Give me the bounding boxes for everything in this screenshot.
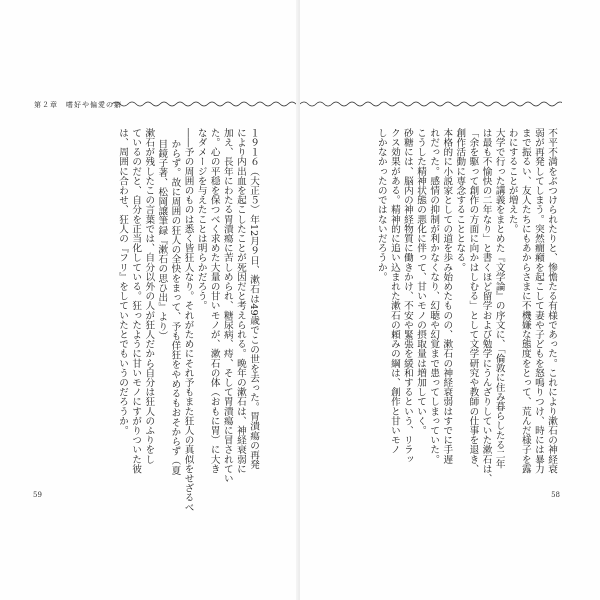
text-line: こうした精神状態の悪化に伴って、甘いモノの摂取量は増加していく。 [415, 128, 427, 436]
text-line: ているのだと、自分を正当化している。狂ったように甘いモノにすがりついた彼 [130, 128, 142, 474]
text-line: 加え、長年にわたる胃潰瘍に苦しめられ、糖尿病、痔、そして胃潰瘍に冒されてい [221, 128, 233, 484]
text-line: は最も不愉快の二年なり」と書くほど留学および勉学にうんざりしていた漱石は、 [480, 128, 492, 484]
text-line: 創作活動に専念することとなる。 [454, 128, 466, 272]
text-line: は、周囲に合わせ、狂人の『フリ』をしていたとでもいうのだろうか。 [117, 128, 129, 436]
text-line: 本格的に小説家としての道を歩み始めたものの、漱石の神経衰弱はすでに手遅 [441, 128, 453, 464]
text-line: た。心の平穏を保つべく求めた大量の甘いモノが、漱石の体（おもに胃）に大き [208, 128, 220, 474]
text-line: れだった。感情の抑制が利かなくなり、幻聴や幻覚まで患ってしまっていた。 [428, 128, 440, 464]
text-line: により内出血を起こしたことが死因だと考えられる。晩年の漱石は、神経衰弱に [234, 128, 246, 474]
wave-rule-right [300, 100, 562, 108]
text-line: クス効果がある。精神的に追い込まれた漱石の頼みの綱は、創作と甘いモノ [388, 128, 400, 455]
text-line: 弱が再発してしまう。突然癇癪を起こして妻や子どもを怒鳴りつけ、時には暴力 [532, 128, 544, 474]
text-line: 砂糖には、脳内の神経物質に働きかけ、不安や緊張を緩和するという、リラッ [401, 128, 413, 464]
text-line: 漱石が残したこの言葉では、自分以外の人が狂人だから自分は狂人のふりをし [143, 128, 155, 464]
text-line: 大学で行った講義をまとめた『文学論』の序文に、「倫敦に住み暮らしたる二年 [493, 128, 505, 469]
text-line: わにすることが増えた。 [506, 128, 518, 234]
quote-line: 目鏡子著、松岡譲筆録『漱石の思ひ出』より） [156, 138, 168, 341]
page-number-right: 58 [551, 491, 560, 499]
wave-rule-left [112, 100, 300, 108]
text-line: なダメージを与えたことは明らかだろう。 [195, 128, 207, 311]
text-line: まで振るい、友人たちにもあからさまに不機嫌な態度をとって、荒んだ様子を露 [519, 128, 531, 474]
quote-line: ――予の周囲のものは悉く皆狂人なり。それがためにそれ予もまた狂人の真似をせざるべ [182, 128, 194, 512]
text-line: しかなかったのではないだろうか。 [375, 128, 387, 282]
text-line: 不平不満をぶつけられたりと、惨憺たる有様であった。これにより漱石の神経衰 [546, 128, 557, 474]
chapter-header: 第２章 嗜好や偏愛の癖 [34, 101, 122, 109]
text-line: 「余を駆って創作の方面に向かはしむる」として文学研究や教師の仕事を退き、 [467, 128, 479, 474]
left-page-text [116, 128, 260, 516]
quote-line: からず。故に周囲の狂人の全快をまって、予も佯狂をやめるもおそからず（夏 [169, 138, 181, 475]
right-page [300, 0, 600, 600]
text-line: １９１６（大正５）年12月９日、漱石は49歳でこの世を去った。胃潰瘍の再発 [248, 128, 259, 470]
page-number-left: 59 [33, 491, 42, 499]
right-page-text [375, 128, 558, 516]
